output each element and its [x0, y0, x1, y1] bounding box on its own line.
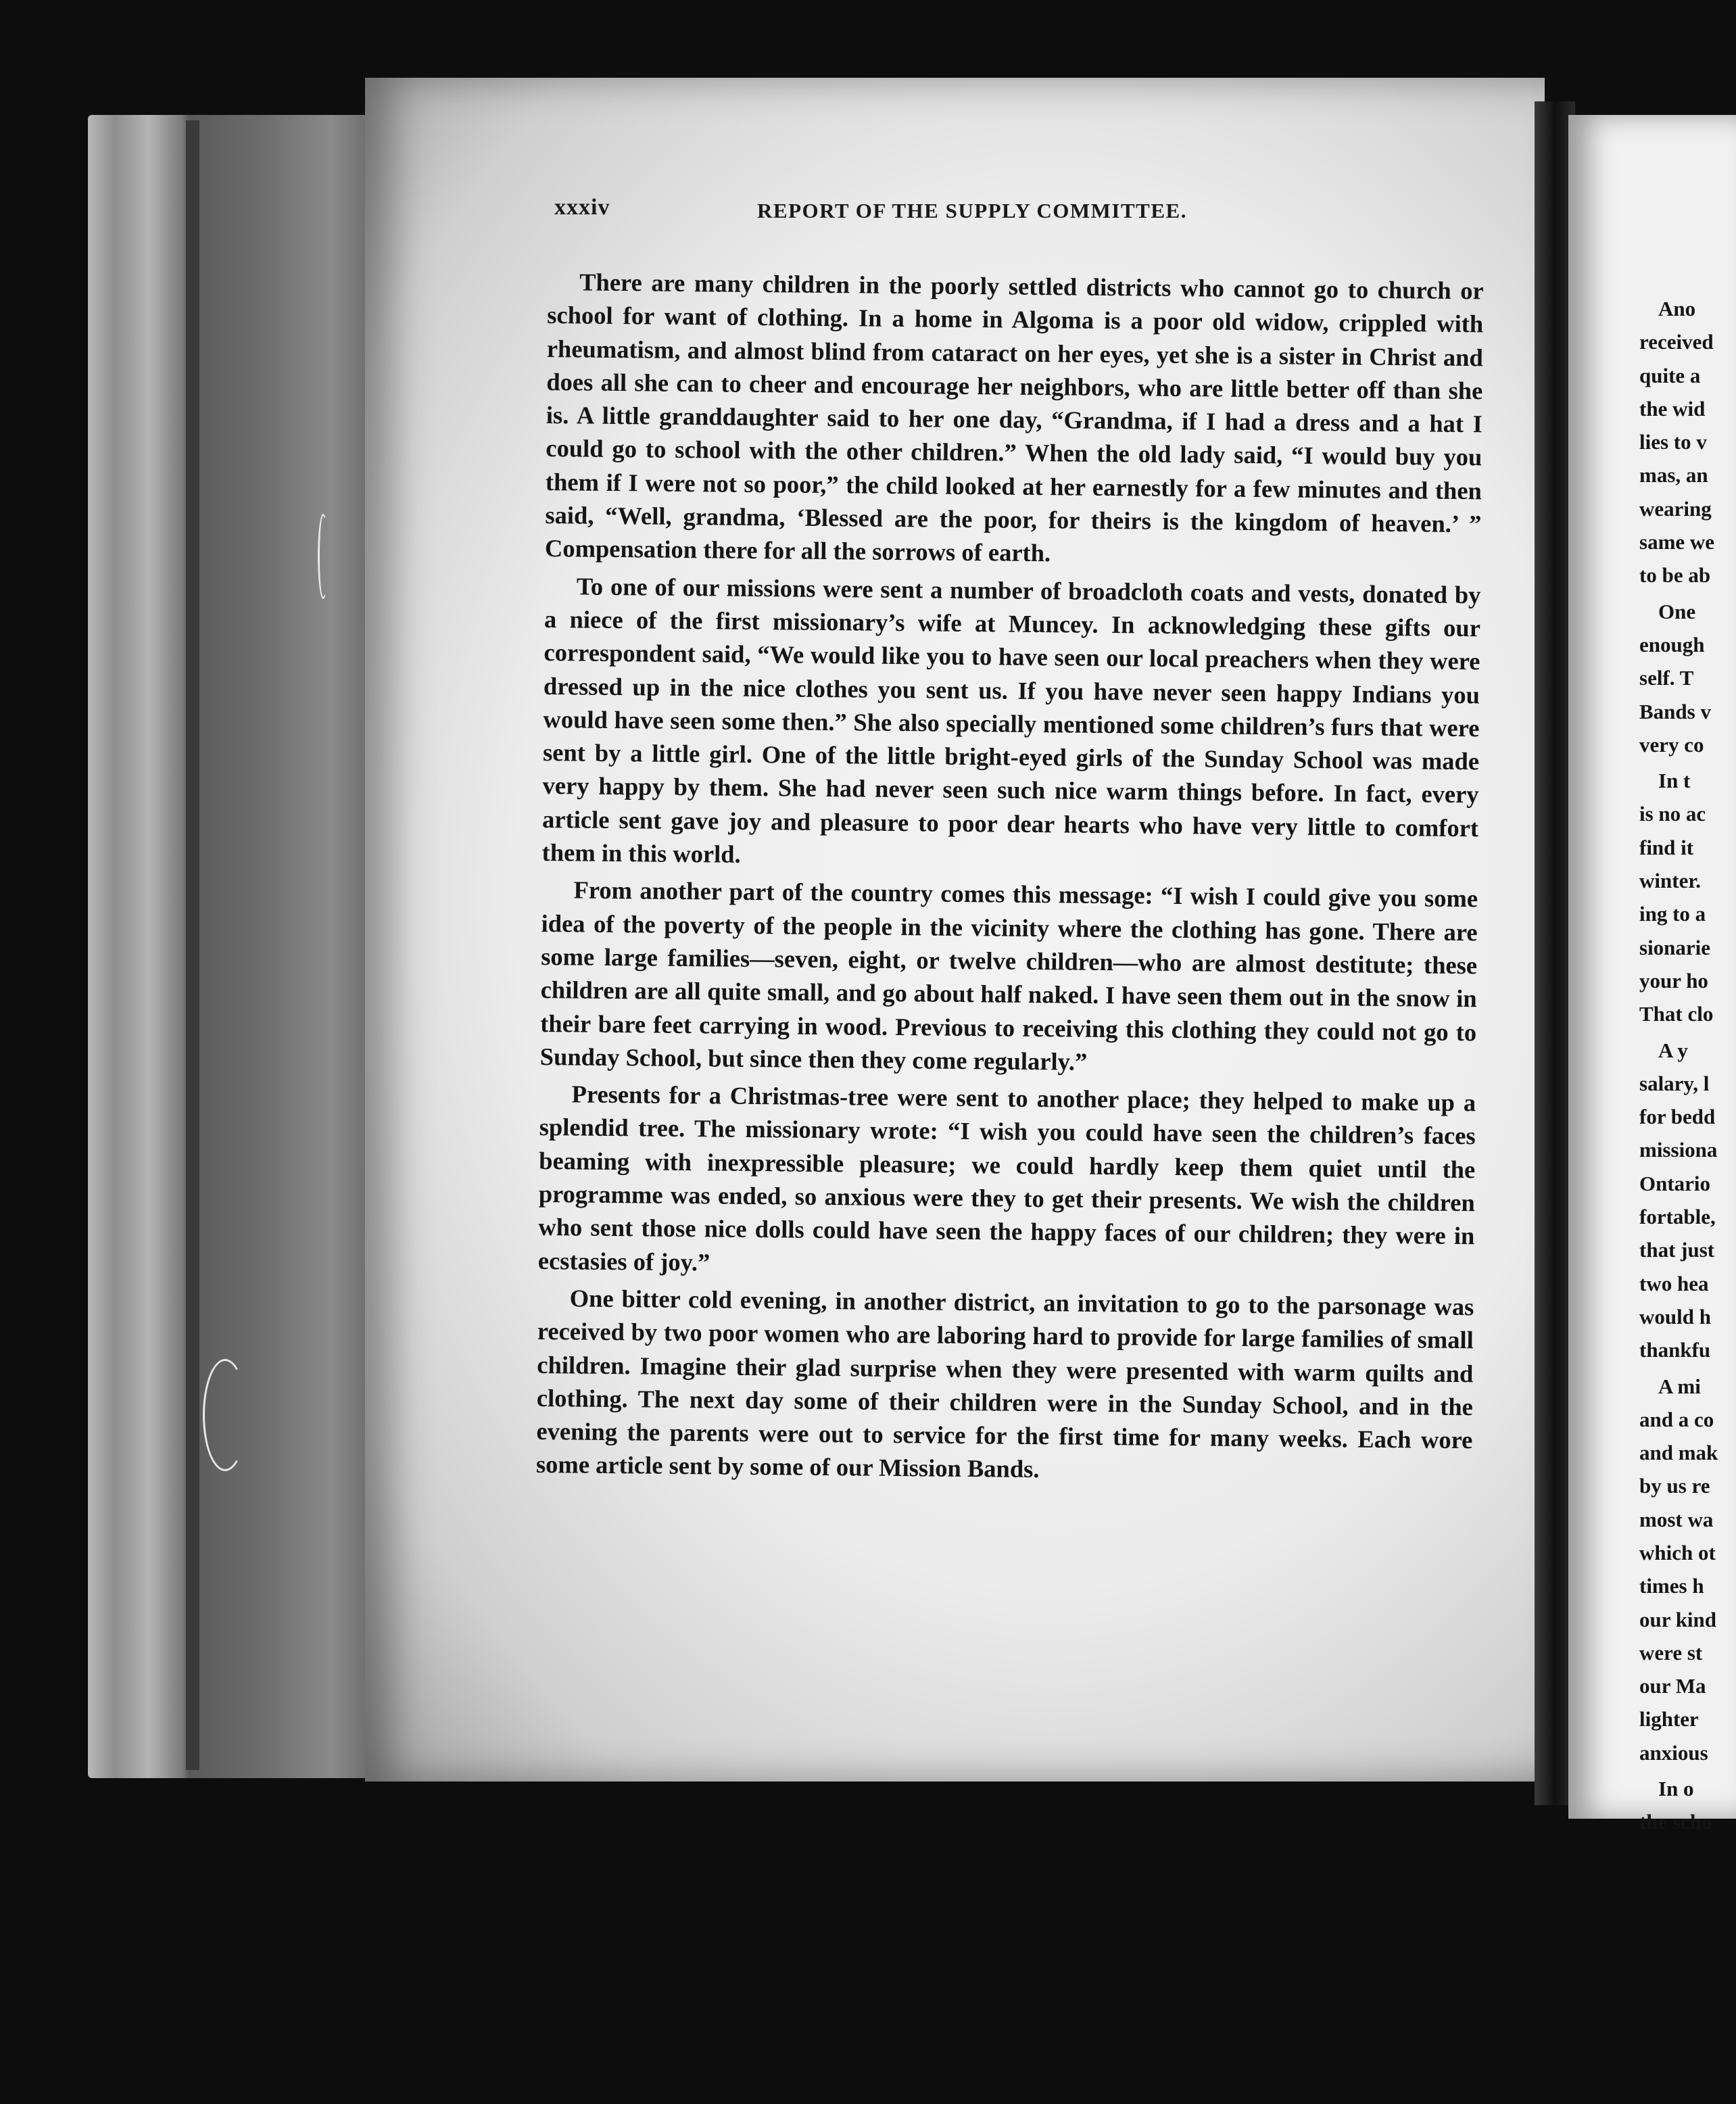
book-fore-edge — [88, 115, 372, 1778]
facing-page-line: most wa — [1639, 1507, 1714, 1531]
facing-page-line: that just — [1639, 1238, 1715, 1262]
facing-page-line: our kind — [1639, 1607, 1717, 1631]
facing-page-line: lighter — [1639, 1707, 1699, 1731]
facing-page-line: would h — [1639, 1304, 1711, 1329]
facing-page-line: Ontario — [1639, 1171, 1711, 1195]
stray-thread — [203, 1359, 247, 1471]
facing-page-line: A y — [1658, 1038, 1688, 1062]
facing-page-text — [1639, 292, 1736, 1839]
paragraph: There are many children in the poorly settled districts who cannot go to church or school for want of clothing. In a home in Algoma is a poor old widow, crippled with rheumatism, and almost blind from cataract on her eyes, yet she is a sister in Christ and does all she can to cheer and encourage her neighbors, who are little better off than she is. A little granddaughter said to her one day, “Grandma, if I had a dress and a hat I could go to school with the other children.” When the old lady said, “I would buy you them if I were not so poor,” the child looked at her earnestly for a few minutes and then said, “Well, grandma, ‘Blessed are the poor, for theirs is the kingdom of heaven.’ ” Compensation there for all the sorrows of earth. — [544, 268, 1484, 567]
facing-page-line: fortable, — [1639, 1205, 1716, 1229]
facing-page-line: received — [1639, 330, 1714, 354]
paragraph: Presents for a Christmas-tree were sent to another place; they helped to make up a splendid tree. The missionary wrote: “I wish you could have seen the children’s faces beaming with inexpressible pleasure; we could hardly keep them quiet until the programme was ended, so anxious were they to get their presents. We wish the children who sent those nice dolls could have seen the happy faces of our children; they were in ecstasies of joy.” — [537, 1080, 1476, 1276]
book-edge-strip — [186, 120, 199, 1770]
facing-page-line: for bedd — [1639, 1105, 1716, 1129]
facing-page-line: mas, an — [1639, 463, 1708, 487]
facing-page-line: salary, l — [1639, 1071, 1710, 1095]
facing-page-line: In t — [1658, 769, 1691, 793]
facing-page-line: winter. — [1639, 869, 1701, 893]
stray-thread — [318, 514, 329, 599]
page-number: xxxiv — [554, 195, 610, 220]
facing-page-line: your ho — [1639, 968, 1708, 993]
facing-page-line: missiona — [1639, 1138, 1718, 1162]
facing-page-line: In o — [1658, 1777, 1694, 1801]
facing-page-line: ing to a — [1639, 902, 1706, 926]
paragraph: From another part of the country comes this message: “I wish I could give you some idea of the poverty of the people in the vicinity where the clothing has gone. There are some large families—seven, eight, or twelve children—who are almost destitute; these children are all quite small, and go about half naked. I have seen them out in the snow in their bare feet carrying in wood. Previous to receiving this clothing they could not go to Sunday School, but since then they come regularly.” — [539, 876, 1478, 1076]
facing-page-line: were st — [1639, 1640, 1703, 1665]
facing-page-line: find it — [1639, 835, 1694, 859]
facing-page-line: to be ab — [1639, 563, 1711, 588]
facing-page-line: and mak — [1639, 1441, 1718, 1465]
facing-page-line: thankfu — [1639, 1338, 1711, 1362]
facing-page-line: the scho — [1639, 1810, 1712, 1834]
facing-page-line: enough — [1639, 632, 1705, 656]
facing-page-line: two hea — [1639, 1271, 1709, 1295]
facing-page-line: which ot — [1639, 1540, 1716, 1564]
running-head: REPORT OF THE SUPPLY COMMITTEE. — [757, 199, 1187, 222]
facing-page-line: same we — [1639, 530, 1715, 554]
facing-page-line: times h — [1639, 1574, 1704, 1598]
facing-page-line: lies to v — [1639, 430, 1707, 454]
facing-page-line: wearing — [1639, 496, 1712, 521]
facing-page-line: self. T — [1639, 666, 1694, 690]
facing-page-line: One — [1658, 599, 1696, 623]
facing-page-line: Bands v — [1639, 699, 1711, 723]
facing-page-line: Ano — [1658, 297, 1696, 320]
facing-page-line: the wid — [1639, 396, 1706, 421]
page-body — [536, 265, 1484, 1490]
paragraph: One bitter cold evening, in another district, an invitation to go to the parsonage was received by two poor women who are laboring hard to provide for large families of small children. Imagine their glad surprise when they were presented with warm quilts and clothing. The next day some of their children were in the Sunday School, and in the evening the parents were out to service for the first time for many weeks. Each wore some article sent by some of our Mission Bands. — [535, 1284, 1474, 1483]
paragraph: To one of our missions were sent a number of broadcloth coats and vests, donated by a niece of the first missionary’s wife at Muncey. In acknowledging these gifts our correspondent said, “We would like you to have seen our local preachers when they were dressed up in the nice clothes you sent us. If you have never seen happy Indians you would have seen some then.” She also specially mentioned some children’s furs that were sent by a little girl. One of the little bright-eyed girls of the Sunday School was made very happy by them. She had never seen such nice warm things before. In fact, every article sent gave joy and pleasure to poor dear hearts who have very little to comfort them in this world. — [541, 572, 1481, 868]
facing-page-line: is no ac — [1639, 802, 1706, 826]
facing-page-line: quite a — [1639, 363, 1701, 387]
facing-page-line: anxious — [1639, 1740, 1708, 1765]
facing-page-line: That clo — [1639, 1002, 1714, 1026]
facing-page-line: and a co — [1639, 1407, 1714, 1431]
page-header — [554, 195, 1311, 235]
facing-page-line: our Ma — [1639, 1674, 1706, 1698]
facing-page-line: by us re — [1639, 1474, 1710, 1498]
facing-page-line: sionarie — [1639, 935, 1711, 959]
facing-page-line: very co — [1639, 732, 1704, 757]
facing-page-line: A mi — [1658, 1374, 1701, 1398]
